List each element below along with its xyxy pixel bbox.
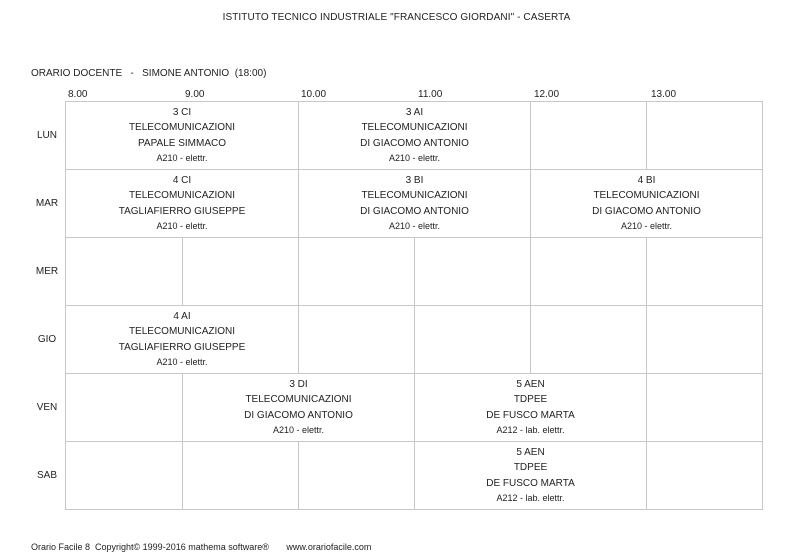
lesson-class: 3 AI — [405, 106, 424, 118]
day-label-mer: MER — [35, 266, 59, 277]
lesson-sab-5aen — [415, 442, 646, 509]
lesson-subject: TELECOMUNICAZIONI — [128, 122, 236, 133]
lesson-room: A210 - elettr. — [272, 425, 325, 435]
grid-vline — [414, 237, 415, 305]
lesson-subject: TELECOMUNICAZIONI — [128, 190, 236, 201]
lesson-lun-3ai — [299, 102, 530, 169]
lesson-gio-4ai — [66, 306, 298, 373]
lesson-mar-3bi — [299, 170, 530, 237]
grid-vline — [646, 101, 647, 169]
grid-vline — [530, 305, 531, 373]
lesson-class: 4 AI — [173, 310, 191, 322]
grid-vline — [530, 101, 531, 169]
lesson-room: A210 - elettr. — [620, 221, 673, 231]
lesson-room: A210 - elettr. — [388, 153, 441, 163]
day-label-gio: GIO — [37, 334, 57, 345]
grid-vline — [762, 101, 763, 510]
lesson-subject: TELECOMUNICAZIONI — [593, 190, 700, 201]
lesson-ven-3di — [183, 374, 414, 441]
school-title: ISTITUTO TECNICO INDUSTRIALE "FRANCESCO GIORDANI" - CASERTA — [222, 12, 571, 23]
lesson-class: 3 BI — [405, 174, 424, 186]
lesson-mar-4bi — [531, 170, 762, 237]
lesson-teacher: DE FUSCO MARTA — [486, 409, 575, 421]
grid-vline — [646, 441, 647, 509]
lesson-subject: TELECOMUNICAZIONI — [128, 326, 236, 337]
grid-vline — [646, 237, 647, 305]
lesson-subject: TELECOMUNICAZIONI — [245, 394, 352, 405]
lesson-teacher: PAPALE SIMMACO — [138, 137, 226, 149]
lesson-class: 5 AEN — [516, 446, 545, 458]
lesson-room: A210 - elettr. — [156, 153, 208, 163]
time-label-0900: 9.00 — [185, 89, 205, 100]
lesson-room: A210 - elettr. — [388, 221, 441, 231]
footer-copyright: Orario Facile 8 Copyright© 1999-2016 mathema software® www.orariofacile.com — [31, 542, 372, 552]
lesson-room: A212 - lab. elettr. — [496, 493, 565, 503]
lesson-teacher: DI GIACOMO ANTONIO — [360, 137, 469, 149]
time-label-0800: 8.00 — [68, 89, 88, 100]
lesson-teacher: DE FUSCO MARTA — [486, 477, 575, 489]
grid-vline — [298, 441, 299, 509]
lesson-teacher: DI GIACOMO ANTONIO — [244, 409, 353, 421]
grid-vline — [298, 305, 299, 373]
time-label-1300: 13.00 — [651, 89, 677, 100]
lesson-teacher: TAGLIAFIERRO GIUSEPPE — [118, 205, 246, 217]
lesson-lun-3ci — [66, 102, 298, 169]
time-label-1200: 12.00 — [534, 89, 560, 100]
lesson-class: 4 BI — [637, 174, 656, 186]
lesson-subject: TDPEE — [513, 462, 548, 473]
lesson-teacher: TAGLIAFIERRO GIUSEPPE — [118, 341, 246, 353]
lesson-room: A210 - elettr. — [156, 221, 208, 231]
grid-vline — [646, 305, 647, 373]
day-label-mar: MAR — [35, 198, 59, 209]
lesson-room: A212 - lab. elettr. — [496, 425, 565, 435]
lesson-subject: TELECOMUNICAZIONI — [361, 190, 468, 201]
lesson-mar-4ci — [66, 170, 298, 237]
grid-vline — [646, 373, 647, 441]
grid-vline — [182, 237, 183, 305]
day-label-ven: VEN — [36, 402, 58, 413]
time-label-1000: 10.00 — [301, 89, 327, 100]
day-label-sab: SAB — [36, 470, 57, 481]
grid-vline — [414, 305, 415, 373]
lesson-subject: TELECOMUNICAZIONI — [361, 122, 468, 133]
lesson-class: 4 CI — [172, 174, 192, 186]
grid-hline — [65, 509, 763, 510]
grid-vline — [530, 237, 531, 305]
day-label-lun: LUN — [36, 130, 57, 141]
grid-vline — [298, 237, 299, 305]
lesson-subject: TDPEE — [513, 394, 548, 405]
lesson-ven-5aen — [415, 374, 646, 441]
time-label-1100: 11.00 — [418, 89, 443, 100]
lesson-class: 5 AEN — [516, 378, 545, 390]
teacher-line: ORARIO DOCENTE - SIMONE ANTONIO (18:00) — [31, 68, 267, 79]
lesson-room: A210 - elettr. — [156, 357, 208, 367]
lesson-class: 3 CI — [172, 106, 192, 118]
grid-vline — [182, 441, 183, 509]
lesson-class: 3 DI — [289, 378, 308, 390]
lesson-teacher: DI GIACOMO ANTONIO — [360, 205, 469, 217]
lesson-teacher: DI GIACOMO ANTONIO — [592, 205, 701, 217]
